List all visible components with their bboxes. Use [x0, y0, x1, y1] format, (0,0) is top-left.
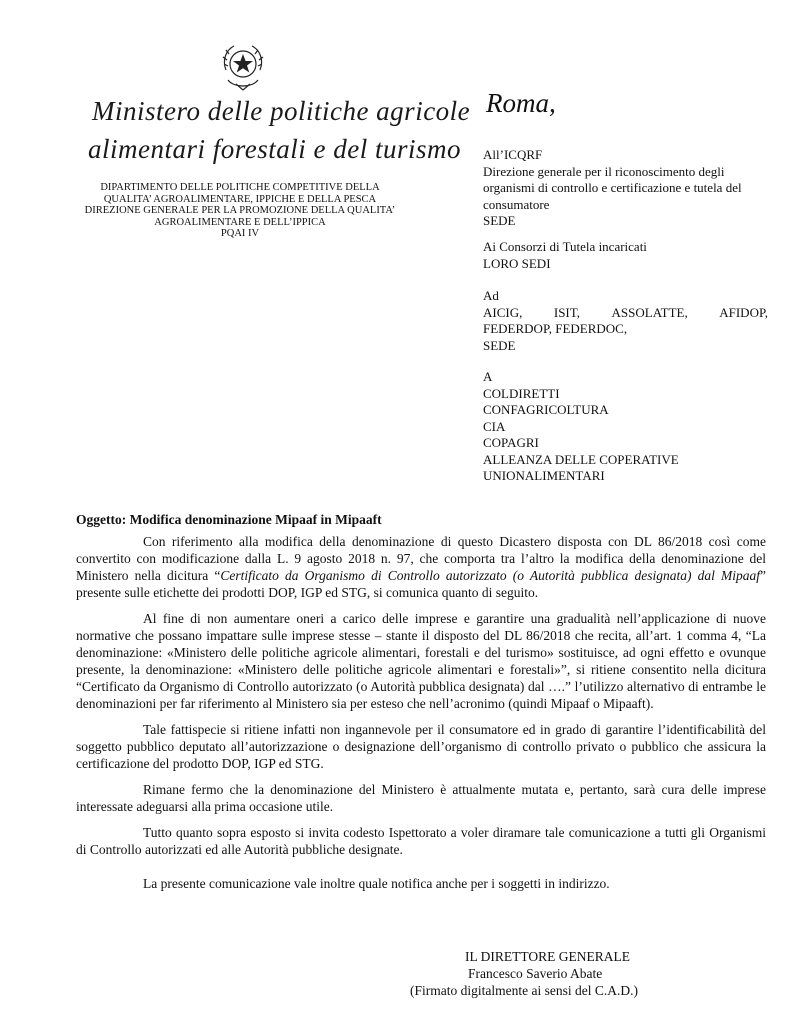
association-name: AFIDOP,: [719, 304, 768, 320]
recipient-line: Ad: [483, 288, 499, 303]
signature-block: [410, 948, 638, 999]
paragraph-text: Con riferimento alla modifica della denominazione di questo Dicastero disposta con DL 86/2018 così come convertito con modificazione dalla L. 9 agosto 2018 n. 97, che comporta tra l’altro la modifica della denominazione del Ministero nella dicitura “: [76, 534, 766, 583]
department-line: DIREZIONE GENERALE PER LA PROMOZIONE DELLA QUALITA’: [84, 205, 396, 216]
association-name: ISIT,: [553, 304, 580, 320]
signatory-name: Francesco Saverio Abate: [468, 966, 603, 981]
body-paragraph: Tale fattispecie si ritiene infatti non ingannevole per il consumatore ed in grado di garantire l’identificabilità del soggetto pubblico deputato all’autorizzazione o designazione dell’organismo di controllo privato o pubblico che assicura la certificazione del prodotto DOP, IGP ed STG.: [76, 722, 766, 771]
recipient-associations: [483, 288, 768, 354]
body-paragraph: Al fine di non aumentare oneri a carico delle imprese e garantire una gradualità nell’applicazione di nuove normative che possano impattare sulle imprese stesse – stante il disposto del DL 86/2018 che recita, all’art. 1 comma 4, “La denominazione: «Ministero delle politiche agricole alimentari, forestali e del turismo» sostituisce, ad ogni effetto e ovunque presente, la denominazione: «Ministero delle politiche agricole alimentari e forestali»”, si ritiene consentito nella dicitura “Certificato da Organismo di Controllo autorizzato (o Autorità pubblica designata) dal ….” l’utilizzo alternativo di entrambe le denominazioni per far riferimento al Ministero sia per esteso che nell’acronimo (quindi Mipaaf o Mipaaft).: [76, 611, 766, 711]
paragraph-italic-text: Certificato da Organismo di Controllo autorizzato (o Autorità pubblica designata) dal Mipaaf: [220, 568, 760, 583]
ministry-name-line1: Ministero delle politiche agricole: [92, 96, 471, 126]
body-paragraph: Tutto quanto sopra esposto si invita codesto Ispettorato a voler diramare tale comunicazione a tutti gli Organismi di Controllo autorizzati ed alle Autorità pubbliche designate.: [76, 825, 766, 857]
recipient-line: Ai Consorzi di Tutela incaricati: [483, 239, 647, 254]
associations-line: [483, 305, 768, 322]
recipient-line: SEDE: [483, 337, 516, 353]
recipient-icqrf: [483, 147, 768, 230]
signatory-title: IL DIRETTORE GENERALE: [465, 949, 630, 964]
department-line: QUALITA’ AGROALIMENTARE, IPPICHE E DELLA PESCA: [103, 193, 377, 205]
department-line: PQAI IV: [220, 228, 260, 239]
recipient-line: FEDERDOP, FEDERDOC,: [483, 321, 628, 336]
recipient-line: LORO SEDI: [483, 255, 551, 271]
recipient-line: A: [483, 369, 493, 384]
recipient-line: organismi di controllo e certificazione e tutela del: [483, 180, 742, 195]
department-block: [60, 182, 420, 240]
subject-line: Oggetto: Modifica denominazione Mipaaf in Mipaaft: [76, 512, 382, 527]
association-name: ASSOLATTE,: [611, 304, 688, 320]
recipient-organizations: [483, 369, 679, 485]
recipient-line: CONFAGRICOLTURA: [483, 402, 609, 417]
city-date: Roma,: [486, 88, 556, 118]
republic-emblem-icon: [218, 40, 268, 95]
body-paragraph: Rimane fermo che la denominazione del Ministero è attualmente mutata e, pertanto, sarà cura delle imprese interessate adeguarsi alla prima occasione utile.: [76, 782, 766, 814]
paragraph-text: ” presente sulle etichette dei prodotti DOP, IGP ed STG, si comunica quanto di seguito.: [76, 568, 766, 600]
body-paragraph: [76, 533, 766, 601]
recipient-line: consumatore: [483, 196, 550, 212]
recipient-line: COPAGRI: [483, 435, 539, 450]
association-name: AICIG,: [483, 304, 523, 320]
body-paragraph: La presente comunicazione vale inoltre quale notifica anche per i soggetti in indirizzo.: [143, 876, 610, 891]
letter-body: [76, 533, 766, 892]
signature-note: (Firmato digitalmente ai sensi del C.A.D.): [410, 983, 638, 998]
recipient-line: COLDIRETTI: [483, 385, 560, 401]
department-line: DIPARTIMENTO DELLE POLITICHE COMPETITIVE DELLA: [100, 182, 380, 193]
recipient-line: SEDE: [483, 213, 516, 228]
recipient-consorzi: [483, 239, 647, 272]
recipient-line: Direzione generale per il riconoscimento degli: [483, 163, 725, 179]
recipient-line: CIA: [483, 418, 506, 434]
recipient-line: ALLEANZA DELLE COPERATIVE: [483, 451, 679, 467]
recipient-line: All’ICQRF: [483, 147, 543, 162]
recipient-line: UNIONALIMENTARI: [483, 468, 605, 483]
ministry-name-line2: alimentari forestali e del turismo: [88, 134, 461, 164]
department-line: AGROALIMENTARE E DELL’IPPICA: [154, 216, 326, 228]
